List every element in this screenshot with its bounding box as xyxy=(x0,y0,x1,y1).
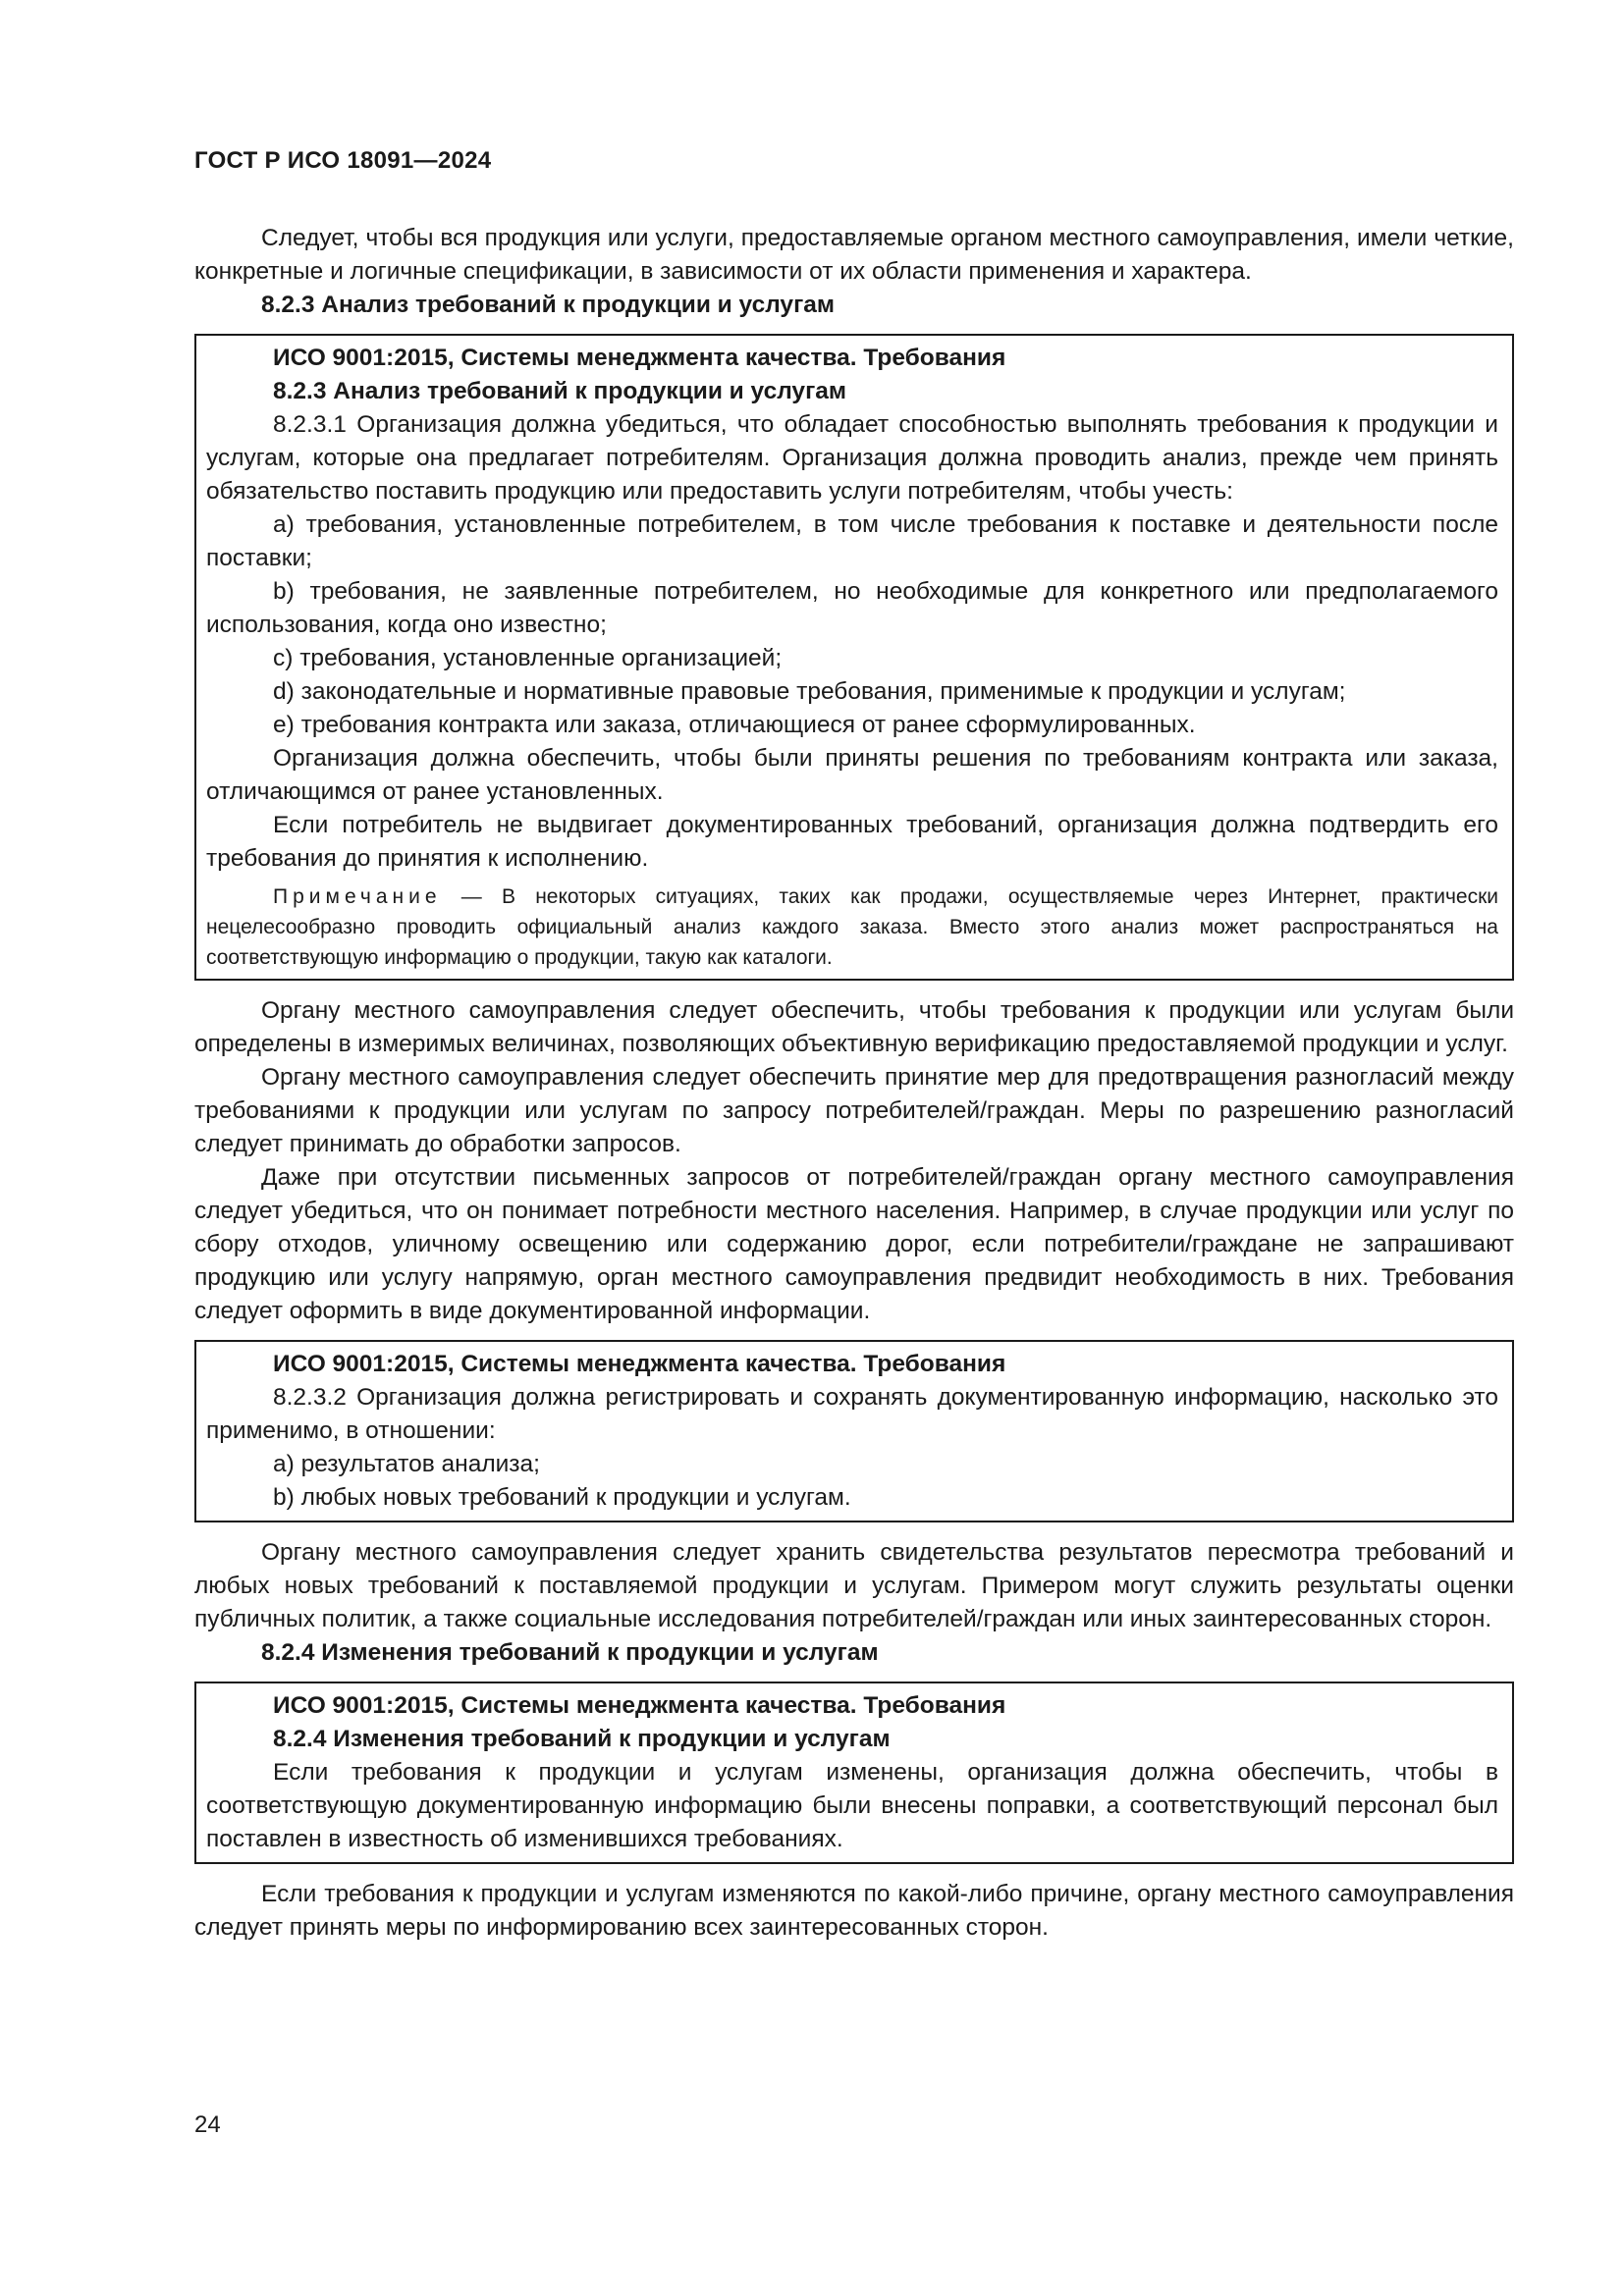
body-paragraph: Если требования к продукции и услугам изменяются по какой-либо причине, органу местного самоуправления следует принять меры по информированию всех заинтересованных сторон. xyxy=(194,1881,1514,1941)
list-item: e) требования контракта или заказа, отличающиеся от ранее сформулированных. xyxy=(273,712,1196,738)
iso-quote-heading: 8.2.3 Анализ требований к продукции и услугам xyxy=(273,378,847,404)
body-paragraph: Органу местного самоуправления следует обеспечить, чтобы требования к продукции или услугам были определены в измеримых величинах, позволяющих объективную верификацию предоставляемой продукции и услуг. xyxy=(194,997,1514,1057)
intro-paragraph: Следует, чтобы вся продукция или услуги, предоставляемые органом местного самоуправления, имели четкие, конкретные и логичные спецификации, в зависимости от их области применения и характера. xyxy=(194,225,1514,285)
body-paragraph: Органу местного самоуправления следует хранить свидетельства результатов пересмотра требований и любых новых требований к поставляемой продукции и услугам. Примером могут служить результаты оценки публичных политик, а также социальные исследования потребителей/граждан или иных заинтересованных сторон. xyxy=(194,1539,1514,1632)
page-number: 24 xyxy=(194,2111,221,2138)
list-item: a) требования, установленные потребителем, в том числе требования к поставке и деятельности после поставки; xyxy=(206,511,1498,571)
iso-quote-heading: 8.2.4 Изменения требований к продукции и услугам xyxy=(273,1726,891,1752)
list-item: b) любых новых требований к продукции и услугам. xyxy=(273,1484,851,1511)
iso-quote-title: ИСО 9001:2015, Системы менеджмента качества. Требования xyxy=(273,1692,1006,1719)
page-content xyxy=(194,222,1514,1945)
section-heading-8-2-3: 8.2.3 Анализ требований к продукции и услугам xyxy=(261,292,836,318)
iso-quote-box-8-2-4 xyxy=(194,1682,1514,1864)
iso-quote-box-8-2-3 xyxy=(194,334,1514,981)
iso-quote-paragraph: 8.2.3.2 Организация должна регистрировать и сохранять документированную информацию, насколько это применимо, в отношении: xyxy=(206,1384,1498,1444)
list-item: b) требования, не заявленные потребителем, но необходимые для конкретного или предполагаемого использования, когда оно известно; xyxy=(206,578,1498,638)
iso-quote-paragraph: Организация должна обеспечить, чтобы были приняты решения по требованиям контракта или заказа, отличающимся от ранее установленных. xyxy=(206,745,1498,805)
note-label: Примечание xyxy=(273,885,442,908)
iso-quote-title: ИСО 9001:2015, Системы менеджмента качества. Требования xyxy=(273,345,1006,371)
iso-quote-paragraph: Если потребитель не выдвигает документированных требований, организация должна подтвердить его требования до принятия к исполнению. xyxy=(206,812,1498,872)
iso-quote-title: ИСО 9001:2015, Системы менеджмента качества. Требования xyxy=(273,1351,1006,1377)
note-text: — В некоторых ситуациях, таких как продажи, осуществляемые через Интернет, практически нецелесообразно проводить официальный анализ каждого заказа. Вместо этого анализ может распространяться на соответствующую информацию о продукции, такую как каталоги. xyxy=(206,885,1498,969)
iso-quote-paragraph: Если требования к продукции и услугам изменены, организация должна обеспечить, чтобы в соответствующую документированную информацию были внесены поправки, а соответствующий персонал был поставлен в известность об изменившихся требованиях. xyxy=(206,1759,1498,1852)
list-item: d) законодательные и нормативные правовые требования, применимые к продукции и услугам; xyxy=(273,678,1346,705)
document-header: ГОСТ Р ИСО 18091—2024 xyxy=(194,147,492,174)
list-item: a) результатов анализа; xyxy=(273,1451,540,1477)
body-paragraph: Даже при отсутствии письменных запросов от потребителей/граждан органу местного самоуправления следует убедиться, что он понимает потребности местного населения. Например, в случае продукции или услуг по сбору отходов, уличному освещению или содержанию дорог, если потребители/граждане не запрашивают продукцию или услугу напрямую, орган местного самоуправления предвидит необходимость в них. Требования следует оформить в виде документированной информации. xyxy=(194,1164,1514,1324)
iso-quote-box-8-2-3-2 xyxy=(194,1340,1514,1522)
note xyxy=(206,881,1498,973)
list-item: c) требования, установленные организацией; xyxy=(273,645,783,671)
section-heading-8-2-4: 8.2.4 Изменения требований к продукции и услугам xyxy=(261,1639,879,1666)
body-paragraph: Органу местного самоуправления следует обеспечить принятие мер для предотвращения разногласий между требованиями к продукции или услугам по запросу потребителей/граждан. Меры по разрешению разногласий следует принимать до обработки запросов. xyxy=(194,1064,1514,1157)
iso-quote-paragraph: 8.2.3.1 Организация должна убедиться, что обладает способностью выполнять требования к продукции и услугам, которые она предлагает потребителям. Организация должна проводить анализ, прежде чем принять обязательство поставить продукцию или предоставить услуги потребителям, чтобы учесть: xyxy=(206,411,1498,505)
